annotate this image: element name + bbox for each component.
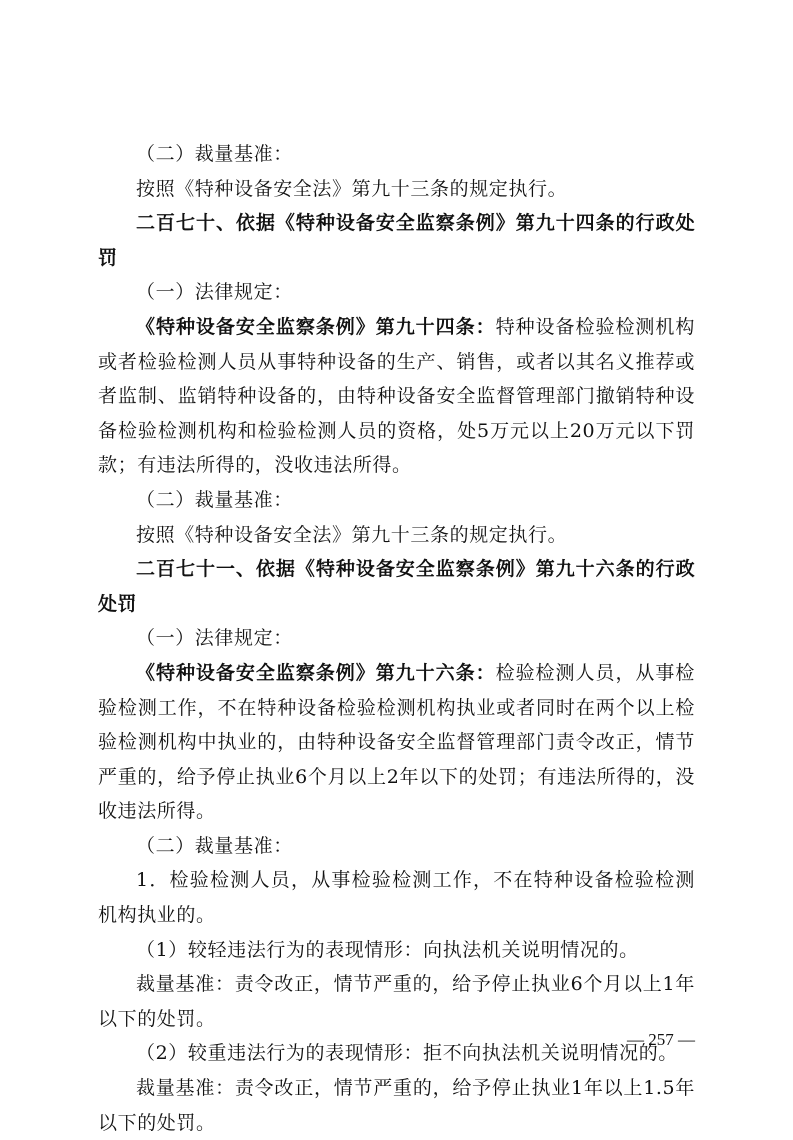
section-subheading: （二）裁量基准： (136, 143, 293, 165)
section-subheading: （二）裁量基准： (136, 488, 293, 511)
paragraph: 裁量基准：责令改正，情节严重的，给予停止执业6个月以上1年以下的处罚。 (98, 973, 695, 1030)
article-heading: 二百七十、依据《特种设备安全监察条例》第九十四条的行政处罚 (98, 212, 695, 269)
law-citation: 《特种设备安全监察条例》第九十四条： (136, 315, 496, 338)
paragraph: 按照《特种设备安全法》第九十三条的规定执行。 (136, 523, 568, 546)
document-body (98, 137, 695, 1140)
paragraph: （1）较轻违法行为的表现情形：向执法机关说明情况的。 (136, 938, 639, 961)
law-text: 特种设备检验检测机构或者检验检测人员从事特种设备的生产、销售，或者以其名义推荐或者监制、监销特种设备的，由特种设备安全监督管理部门撤销特种设备检验检测机构和检验检测人员的资格，处5万元以上20万元以下罚款；有违法所得的，没收违法所得。 (98, 315, 695, 477)
section-subheading: （二）裁量基准： (136, 834, 293, 857)
paragraph: 1．检验检测人员，从事检验检测工作，不在特种设备检验检测机构执业的。 (98, 869, 695, 927)
paragraph: （2）较重违法行为的表现情形：拒不向执法机关说明情况的。 (136, 1042, 678, 1065)
section-subheading: （一）法律规定： (136, 627, 293, 650)
section-subheading: （一）法律规定： (136, 281, 293, 304)
law-citation: 《特种设备安全监察条例》第九十六条： (136, 661, 496, 684)
law-provision (98, 656, 695, 829)
article-heading: 二百七十一、依据《特种设备安全监察条例》第九十六条的行政处罚 (98, 558, 695, 615)
page-number: — 257 — (627, 1030, 695, 1049)
law-text: 检验检测人员，从事检验检测工作，不在特种设备检验检测机构执业或者同时在两个以上检验检测机构中执业的，由特种设备安全监督管理部门责令改正，情节严重的，给予停止执业6个月以上2年以下的处罚；有违法所得的，没收违法所得。 (98, 661, 695, 823)
paragraph: 按照《特种设备安全法》第九十三条的规定执行。 (136, 177, 568, 200)
law-provision (98, 310, 695, 483)
paragraph: 裁量基准：责令改正，情节严重的，给予停止执业1年以上1.5年以下的处罚。 (98, 1077, 695, 1134)
